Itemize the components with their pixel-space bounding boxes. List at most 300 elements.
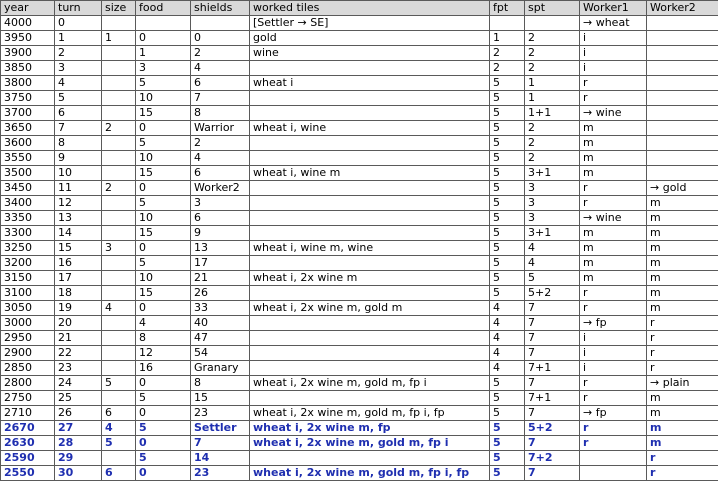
cell-spt: 7 xyxy=(525,346,580,361)
cell-spt: 7 xyxy=(525,316,580,331)
cell-worker2: m xyxy=(647,286,718,301)
cell-food: 5 xyxy=(136,451,191,466)
cell-shields: Worker2 xyxy=(191,181,250,196)
table-row xyxy=(1,91,718,106)
cell-worker2: m xyxy=(647,301,718,316)
cell-worker1: r xyxy=(580,196,647,211)
cell-worker2: m xyxy=(647,436,718,451)
cell-shields: Warrior xyxy=(191,121,250,136)
cell-worker1: → fp xyxy=(580,406,647,421)
cell-worked-tiles xyxy=(250,361,490,376)
cell-worker1: r xyxy=(580,286,647,301)
cell-shields: 7 xyxy=(191,91,250,106)
table-row xyxy=(1,301,718,316)
cell-turn: 7 xyxy=(55,121,102,136)
cell-worker2: m xyxy=(647,421,718,436)
cell-turn: 25 xyxy=(55,391,102,406)
cell-worker2 xyxy=(647,46,718,61)
cell-worked-tiles xyxy=(250,286,490,301)
table-row xyxy=(1,211,718,226)
cell-worker1: m xyxy=(580,136,647,151)
cell-year: 3100 xyxy=(1,286,55,301)
cell-size xyxy=(102,346,136,361)
cell-food: 0 xyxy=(136,121,191,136)
cell-spt: 2 xyxy=(525,31,580,46)
col-header-fpt: fpt xyxy=(490,1,525,16)
table-row xyxy=(1,76,718,91)
cell-worked-tiles xyxy=(250,451,490,466)
cell-worker1: i xyxy=(580,61,647,76)
cell-food: 0 xyxy=(136,31,191,46)
cell-turn: 26 xyxy=(55,406,102,421)
cell-fpt: 5 xyxy=(490,196,525,211)
cell-fpt: 4 xyxy=(490,316,525,331)
cell-worked-tiles xyxy=(250,91,490,106)
cell-turn: 16 xyxy=(55,256,102,271)
cell-worked-tiles xyxy=(250,181,490,196)
cell-worker1: r xyxy=(580,391,647,406)
cell-fpt: 5 xyxy=(490,406,525,421)
cell-size: 2 xyxy=(102,181,136,196)
cell-turn: 21 xyxy=(55,331,102,346)
cell-worked-tiles: wheat i, 2x wine m, gold m xyxy=(250,301,490,316)
cell-year: 3600 xyxy=(1,136,55,151)
cell-turn: 20 xyxy=(55,316,102,331)
cell-worked-tiles: wheat i, 2x wine m, gold m, fp i, fp xyxy=(250,466,490,481)
cell-year: 3900 xyxy=(1,46,55,61)
cell-spt: 7 xyxy=(525,406,580,421)
cell-worker2 xyxy=(647,91,718,106)
cell-worked-tiles: wine xyxy=(250,46,490,61)
cell-year: 2900 xyxy=(1,346,55,361)
cell-turn: 30 xyxy=(55,466,102,481)
table-row xyxy=(1,241,718,256)
cell-size: 1 xyxy=(102,31,136,46)
cell-turn: 12 xyxy=(55,196,102,211)
cell-worker2: m xyxy=(647,406,718,421)
cell-year: 2590 xyxy=(1,451,55,466)
cell-spt: 7 xyxy=(525,376,580,391)
cell-worker2 xyxy=(647,61,718,76)
cell-spt: 3 xyxy=(525,196,580,211)
cell-size xyxy=(102,16,136,31)
cell-shields: 4 xyxy=(191,61,250,76)
cell-worker1: i xyxy=(580,46,647,61)
cell-turn: 23 xyxy=(55,361,102,376)
cell-size xyxy=(102,451,136,466)
table-row xyxy=(1,121,718,136)
cell-worker1: m xyxy=(580,241,647,256)
cell-spt: 1 xyxy=(525,76,580,91)
table-row xyxy=(1,181,718,196)
cell-shields: 15 xyxy=(191,391,250,406)
col-header-spt: spt xyxy=(525,1,580,16)
cell-food xyxy=(136,16,191,31)
cell-worker1: r xyxy=(580,436,647,451)
cell-spt: 7+2 xyxy=(525,451,580,466)
table-row xyxy=(1,16,718,31)
cell-spt: 2 xyxy=(525,46,580,61)
cell-spt: 4 xyxy=(525,256,580,271)
cell-fpt: 4 xyxy=(490,361,525,376)
cell-fpt: 5 xyxy=(490,241,525,256)
cell-worker2: m xyxy=(647,226,718,241)
cell-worker1: m xyxy=(580,151,647,166)
cell-turn: 17 xyxy=(55,271,102,286)
cell-worked-tiles xyxy=(250,346,490,361)
cell-turn: 18 xyxy=(55,286,102,301)
cell-shields: 17 xyxy=(191,256,250,271)
cell-worked-tiles: wheat i, 2x wine m, gold m, fp i xyxy=(250,376,490,391)
cell-turn: 22 xyxy=(55,346,102,361)
cell-worked-tiles xyxy=(250,61,490,76)
cell-worker2: m xyxy=(647,271,718,286)
cell-worker1: r xyxy=(580,181,647,196)
cell-worked-tiles: wheat i, 2x wine m, gold m, fp i, fp xyxy=(250,406,490,421)
cell-food: 12 xyxy=(136,346,191,361)
cell-worker2: m xyxy=(647,196,718,211)
cell-year: 3650 xyxy=(1,121,55,136)
cell-food: 0 xyxy=(136,241,191,256)
cell-shields: 6 xyxy=(191,166,250,181)
cell-shields: 40 xyxy=(191,316,250,331)
cell-size xyxy=(102,256,136,271)
table-row xyxy=(1,421,718,436)
cell-year: 2630 xyxy=(1,436,55,451)
cell-year: 3550 xyxy=(1,151,55,166)
cell-fpt: 2 xyxy=(490,61,525,76)
cell-year: 3350 xyxy=(1,211,55,226)
cell-shields: 8 xyxy=(191,106,250,121)
cell-year: 3750 xyxy=(1,91,55,106)
table-row xyxy=(1,376,718,391)
col-header-shields: shields xyxy=(191,1,250,16)
cell-turn: 11 xyxy=(55,181,102,196)
cell-year: 3800 xyxy=(1,76,55,91)
cell-food: 4 xyxy=(136,316,191,331)
cell-shields: 23 xyxy=(191,406,250,421)
cell-food: 10 xyxy=(136,151,191,166)
table-row xyxy=(1,106,718,121)
cell-fpt: 5 xyxy=(490,181,525,196)
cell-size xyxy=(102,166,136,181)
cell-spt: 2 xyxy=(525,136,580,151)
cell-worker1: → fp xyxy=(580,316,647,331)
cell-size xyxy=(102,226,136,241)
cell-shields: 54 xyxy=(191,346,250,361)
table-row xyxy=(1,151,718,166)
table-row xyxy=(1,46,718,61)
cell-year: 3950 xyxy=(1,31,55,46)
cell-year: 3200 xyxy=(1,256,55,271)
cell-turn: 28 xyxy=(55,436,102,451)
cell-shields: 47 xyxy=(191,331,250,346)
cell-worker1: m xyxy=(580,166,647,181)
table-row xyxy=(1,166,718,181)
cell-year: 3050 xyxy=(1,301,55,316)
cell-spt: 4 xyxy=(525,241,580,256)
cell-worker2 xyxy=(647,151,718,166)
cell-shields: 2 xyxy=(191,46,250,61)
cell-turn: 27 xyxy=(55,421,102,436)
cell-size xyxy=(102,46,136,61)
table-row xyxy=(1,136,718,151)
cell-spt: 7 xyxy=(525,466,580,481)
cell-worked-tiles: gold xyxy=(250,31,490,46)
cell-worker1: → wine xyxy=(580,211,647,226)
cell-shields: 6 xyxy=(191,211,250,226)
cell-size xyxy=(102,271,136,286)
cell-worker1: i xyxy=(580,361,647,376)
cell-worker1: → wine xyxy=(580,106,647,121)
cell-worked-tiles: wheat i, wine xyxy=(250,121,490,136)
col-header-turn: turn xyxy=(55,1,102,16)
cell-food: 5 xyxy=(136,256,191,271)
cell-worked-tiles xyxy=(250,226,490,241)
cell-food: 5 xyxy=(136,421,191,436)
cell-shields: 14 xyxy=(191,451,250,466)
cell-size: 5 xyxy=(102,376,136,391)
cell-worker2: r xyxy=(647,466,718,481)
cell-food: 0 xyxy=(136,406,191,421)
table-row xyxy=(1,346,718,361)
cell-shields: 2 xyxy=(191,136,250,151)
cell-shields: 23 xyxy=(191,466,250,481)
col-header-year: year xyxy=(1,1,55,16)
cell-year: 2670 xyxy=(1,421,55,436)
col-header-worked-tiles: worked tiles xyxy=(250,1,490,16)
cell-worker2: m xyxy=(647,211,718,226)
cell-food: 0 xyxy=(136,466,191,481)
cell-fpt: 5 xyxy=(490,136,525,151)
col-header-worker2: Worker2 xyxy=(647,1,718,16)
cell-fpt: 5 xyxy=(490,421,525,436)
cell-worked-tiles xyxy=(250,136,490,151)
cell-worked-tiles: wheat i, 2x wine m xyxy=(250,271,490,286)
cell-worker2: m xyxy=(647,391,718,406)
cell-spt: 7+1 xyxy=(525,391,580,406)
cell-food: 15 xyxy=(136,166,191,181)
col-header-food: food xyxy=(136,1,191,16)
cell-worker2 xyxy=(647,76,718,91)
cell-shields: 0 xyxy=(191,31,250,46)
cell-spt: 5+2 xyxy=(525,286,580,301)
cell-worker2 xyxy=(647,16,718,31)
cell-worked-tiles: wheat i, 2x wine m, fp xyxy=(250,421,490,436)
cell-food: 15 xyxy=(136,106,191,121)
cell-size xyxy=(102,316,136,331)
cell-worker1: r xyxy=(580,76,647,91)
cell-year: 2750 xyxy=(1,391,55,406)
cell-fpt: 5 xyxy=(490,376,525,391)
cell-turn: 13 xyxy=(55,211,102,226)
header-row xyxy=(1,1,718,16)
cell-size xyxy=(102,106,136,121)
table-row xyxy=(1,196,718,211)
cell-worker1: m xyxy=(580,121,647,136)
cell-size xyxy=(102,91,136,106)
cell-worker2: → gold xyxy=(647,181,718,196)
cell-worker1: r xyxy=(580,376,647,391)
cell-food: 3 xyxy=(136,61,191,76)
cell-fpt: 5 xyxy=(490,286,525,301)
cell-year: 3400 xyxy=(1,196,55,211)
table-row xyxy=(1,256,718,271)
cell-worker2 xyxy=(647,106,718,121)
cell-fpt: 5 xyxy=(490,436,525,451)
cell-turn: 10 xyxy=(55,166,102,181)
cell-food: 0 xyxy=(136,301,191,316)
cell-worker1 xyxy=(580,451,647,466)
cell-turn: 19 xyxy=(55,301,102,316)
cell-size: 4 xyxy=(102,301,136,316)
cell-size xyxy=(102,331,136,346)
cell-year: 3000 xyxy=(1,316,55,331)
cell-turn: 0 xyxy=(55,16,102,31)
cell-shields: 33 xyxy=(191,301,250,316)
cell-fpt: 5 xyxy=(490,391,525,406)
cell-spt: 7 xyxy=(525,436,580,451)
cell-worker1: r xyxy=(580,421,647,436)
cell-spt: 7 xyxy=(525,331,580,346)
cell-spt: 2 xyxy=(525,61,580,76)
cell-food: 10 xyxy=(136,211,191,226)
cell-shields: Settler xyxy=(191,421,250,436)
cell-worker1: i xyxy=(580,331,647,346)
table-row xyxy=(1,391,718,406)
cell-size: 6 xyxy=(102,406,136,421)
cell-shields: 21 xyxy=(191,271,250,286)
cell-size xyxy=(102,151,136,166)
cell-spt: 3 xyxy=(525,181,580,196)
table-row xyxy=(1,466,718,481)
cell-worker2: → plain xyxy=(647,376,718,391)
cell-worker1: m xyxy=(580,226,647,241)
cell-fpt: 4 xyxy=(490,331,525,346)
cell-worker2: r xyxy=(647,451,718,466)
cell-worked-tiles: wheat i, 2x wine m, gold m, fp i xyxy=(250,436,490,451)
cell-worker1: i xyxy=(580,346,647,361)
cell-worker2: r xyxy=(647,331,718,346)
cell-food: 10 xyxy=(136,91,191,106)
cell-shields: 6 xyxy=(191,76,250,91)
cell-size: 2 xyxy=(102,121,136,136)
cell-worker1: m xyxy=(580,256,647,271)
cell-food: 5 xyxy=(136,391,191,406)
cell-fpt: 5 xyxy=(490,271,525,286)
cell-worker1: m xyxy=(580,271,647,286)
cell-food: 1 xyxy=(136,46,191,61)
table-row xyxy=(1,436,718,451)
table-row xyxy=(1,286,718,301)
cell-size xyxy=(102,391,136,406)
cell-turn: 9 xyxy=(55,151,102,166)
cell-shields xyxy=(191,16,250,31)
cell-food: 15 xyxy=(136,286,191,301)
cell-fpt: 5 xyxy=(490,121,525,136)
cell-worker1: → wheat xyxy=(580,16,647,31)
cell-size xyxy=(102,286,136,301)
cell-size xyxy=(102,211,136,226)
cell-fpt: 5 xyxy=(490,226,525,241)
cell-fpt: 5 xyxy=(490,76,525,91)
cell-food: 15 xyxy=(136,226,191,241)
cell-spt: 3+1 xyxy=(525,226,580,241)
cell-spt: 1+1 xyxy=(525,106,580,121)
cell-turn: 1 xyxy=(55,31,102,46)
cell-fpt: 4 xyxy=(490,301,525,316)
cell-turn: 15 xyxy=(55,241,102,256)
cell-year: 3700 xyxy=(1,106,55,121)
cell-year: 3500 xyxy=(1,166,55,181)
cell-year: 2550 xyxy=(1,466,55,481)
table-row xyxy=(1,316,718,331)
cell-turn: 29 xyxy=(55,451,102,466)
cell-size xyxy=(102,136,136,151)
cell-year: 3850 xyxy=(1,61,55,76)
cell-fpt: 4 xyxy=(490,346,525,361)
cell-worker1: r xyxy=(580,91,647,106)
cell-worked-tiles xyxy=(250,196,490,211)
cell-year: 3250 xyxy=(1,241,55,256)
cell-food: 0 xyxy=(136,181,191,196)
cell-size xyxy=(102,76,136,91)
cell-year: 2850 xyxy=(1,361,55,376)
cell-shields: 4 xyxy=(191,151,250,166)
cell-food: 5 xyxy=(136,136,191,151)
cell-worker2 xyxy=(647,166,718,181)
cell-fpt: 5 xyxy=(490,151,525,166)
cell-shields: Granary xyxy=(191,361,250,376)
cell-fpt: 5 xyxy=(490,211,525,226)
cell-food: 0 xyxy=(136,436,191,451)
cell-size xyxy=(102,196,136,211)
cell-worker2 xyxy=(647,31,718,46)
table-row xyxy=(1,406,718,421)
cell-turn: 8 xyxy=(55,136,102,151)
cell-turn: 24 xyxy=(55,376,102,391)
cell-year: 3150 xyxy=(1,271,55,286)
col-header-size: size xyxy=(102,1,136,16)
cell-worked-tiles xyxy=(250,391,490,406)
cell-turn: 5 xyxy=(55,91,102,106)
cell-worker1 xyxy=(580,466,647,481)
cell-worker2: r xyxy=(647,361,718,376)
cell-shields: 7 xyxy=(191,436,250,451)
cell-worked-tiles xyxy=(250,106,490,121)
table-row xyxy=(1,61,718,76)
cell-food: 16 xyxy=(136,361,191,376)
cell-worker2: m xyxy=(647,241,718,256)
cell-spt: 3+1 xyxy=(525,166,580,181)
cell-food: 5 xyxy=(136,196,191,211)
table-row xyxy=(1,271,718,286)
cell-fpt: 5 xyxy=(490,466,525,481)
cell-worker2: m xyxy=(647,256,718,271)
cell-food: 8 xyxy=(136,331,191,346)
cell-spt: 7 xyxy=(525,301,580,316)
cell-shields: 13 xyxy=(191,241,250,256)
cell-year: 2950 xyxy=(1,331,55,346)
cell-worker2: r xyxy=(647,346,718,361)
cell-shields: 26 xyxy=(191,286,250,301)
cell-worked-tiles xyxy=(250,151,490,166)
cell-shields: 3 xyxy=(191,196,250,211)
cell-turn: 4 xyxy=(55,76,102,91)
cell-fpt xyxy=(490,16,525,31)
table-row xyxy=(1,31,718,46)
cell-fpt: 5 xyxy=(490,106,525,121)
